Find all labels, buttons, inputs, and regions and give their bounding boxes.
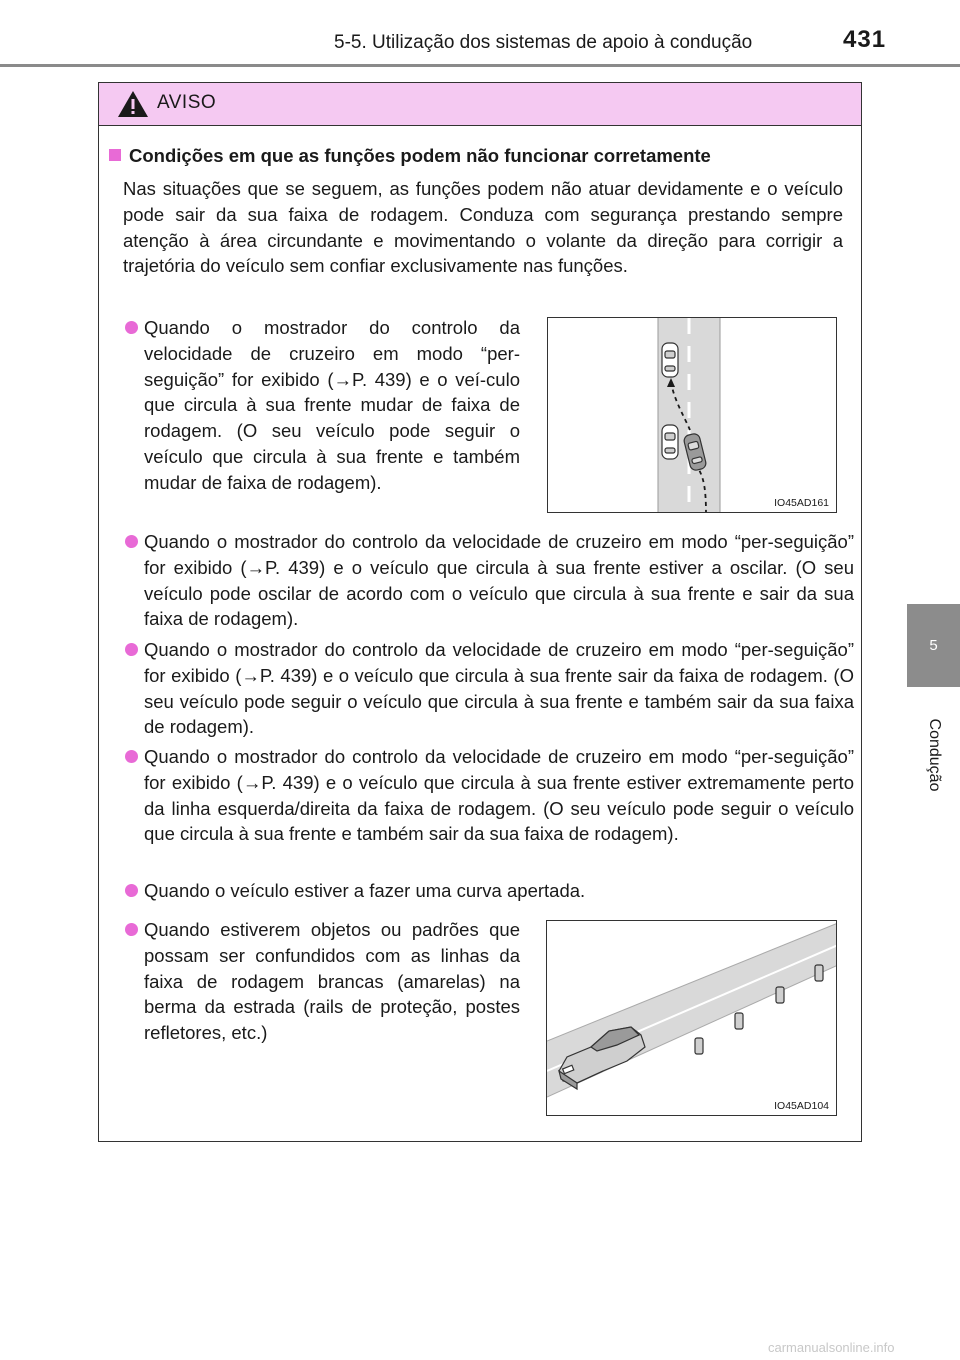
warning-icon [117, 89, 149, 119]
section-heading [109, 145, 711, 167]
section-title: 5-5. Utilização dos sistemas de apoio à condução [334, 32, 753, 53]
list-item-text: Quando o mostrador do controlo da velocidade de cruzeiro em modo “per-seguição” for exibido (→P. 439) e o veículo que circula à sua frente sair da faixa de rodagem. (O seu veículo pode seguir o veículo que circula à sua frente e também sair da sua faixa de rodagem). [144, 639, 854, 738]
list-item [144, 315, 520, 496]
page-number: 431 [843, 26, 887, 53]
section-heading-text: Condições em que as funções podem não funcionar corretamente [129, 145, 711, 166]
figure-guard-posts [546, 920, 837, 1116]
figure-code: IO45AD104 [771, 1100, 832, 1112]
list-item-text: Quando o mostrador do controlo da velocidade de cruzeiro em modo “per-seguição” for exibido (→P. 439) e o veí-culo que circula à sua frente mudar de faixa de rodagem. (O seu veículo pode seguir o veículo que circula à sua frente e também mudar de faixa de rodagem). [144, 317, 520, 493]
intro-paragraph: Nas situações que se seguem, as funções podem não atuar devidamente e o veículo pode sair da sua faixa de rodagem. Conduza com segurança prestando sempre atenção à área circundante e movimentando o volante da direção para corrigir a trajetória do veículo sem confiar exclusivamente nas funções. [123, 178, 843, 277]
guard-posts-illustration [547, 921, 837, 1116]
warning-header [99, 83, 861, 126]
watermark: carmanualsonline.info [768, 1340, 895, 1355]
chapter-label [910, 700, 958, 810]
list-item-text: Quando estiverem objetos ou padrões que possam ser confundidos com as linhas da faixa de rodagem brancas (amarelas) na berma da estrada (rails de proteção, postes refletores, etc.) [144, 919, 520, 1044]
bullet-icon [125, 321, 138, 334]
bullet-icon [125, 643, 138, 656]
figure-code: IO45AD161 [771, 497, 832, 509]
list-item-text: Quando o veículo estiver a fazer uma curva apertada. [144, 880, 586, 901]
bullet-icon [125, 923, 138, 936]
warning-title: AVISO [157, 92, 217, 113]
chapter-label-text: Condução [926, 718, 943, 792]
square-bullet-icon [109, 149, 121, 161]
list-item [144, 878, 854, 904]
chapter-tab[interactable]: 5 [907, 604, 960, 687]
list-item-text: Quando o mostrador do controlo da velocidade de cruzeiro em modo “per-seguição” for exibido (→P. 439) e o veículo que circula à sua frente estiver a oscilar. (O seu veículo pode oscilar de acordo com o veículo que circula à sua frente e sair da sua faixa de rodagem). [144, 531, 854, 630]
list-item [144, 637, 854, 740]
bullet-icon [125, 884, 138, 897]
lane-change-illustration [548, 318, 837, 513]
figure-lane-change [547, 317, 837, 513]
warning-box [98, 82, 862, 1142]
list-item [144, 529, 854, 632]
bullet-icon [125, 750, 138, 763]
list-item [144, 744, 854, 847]
list-item [144, 917, 520, 1046]
bullet-icon [125, 535, 138, 548]
list-item-text: Quando o mostrador do controlo da velocidade de cruzeiro em modo “per-seguição” for exibido (→P. 439) e o veículo que circula à sua frente estiver extremamente perto da linha esquerda/direita da faixa de rodagem. (O seu veículo pode seguir o veículo que circula à sua frente e também sair da sua faixa de rodagem). [144, 746, 854, 845]
header-rule [0, 64, 960, 67]
